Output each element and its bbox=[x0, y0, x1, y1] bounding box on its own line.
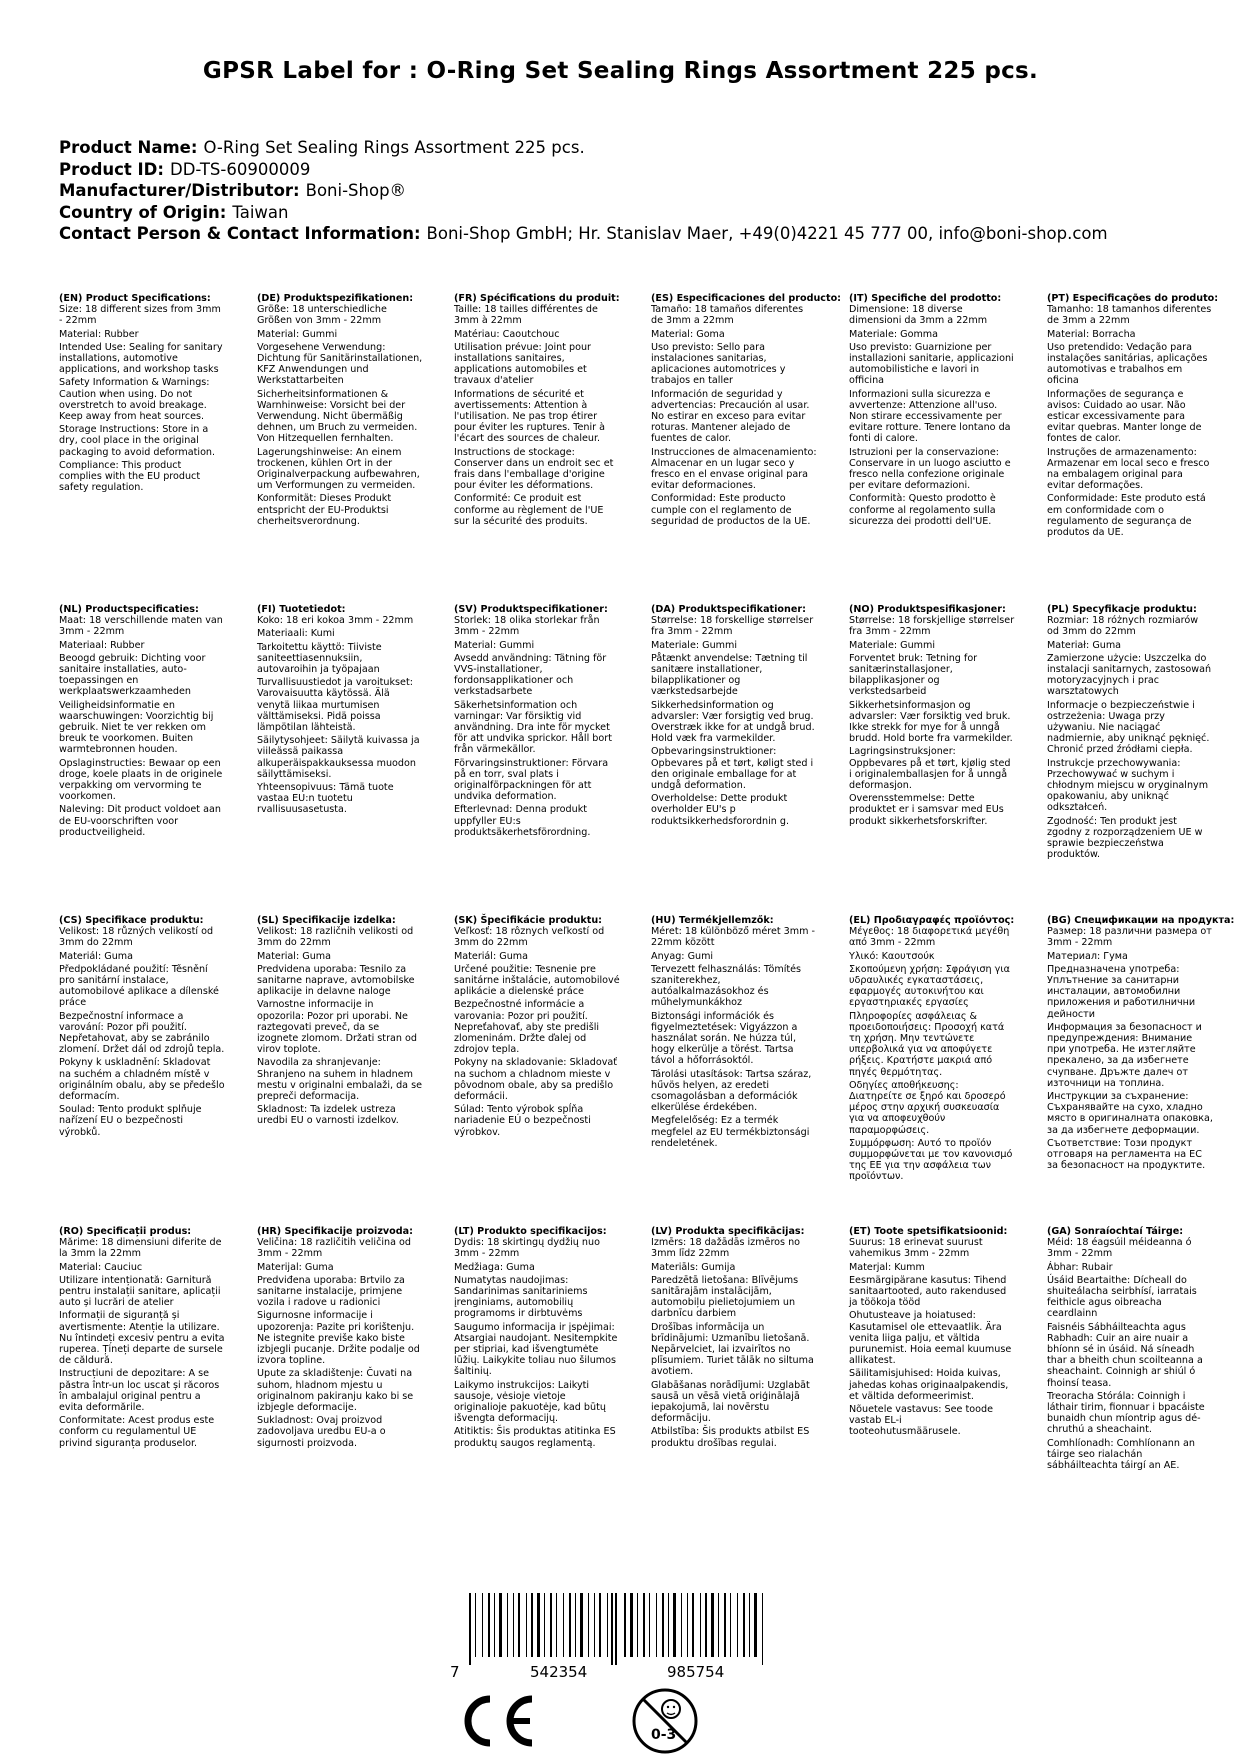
spec-block bbox=[1047, 915, 1235, 1173]
barcode-bar bbox=[643, 1593, 645, 1657]
barcode-bar bbox=[711, 1593, 714, 1657]
product-id-value: DD-TS-60900009 bbox=[169, 159, 311, 179]
spec-block-header: (SV) Produktspecifikationer: bbox=[454, 604, 608, 615]
ce-mark-icon bbox=[456, 1693, 536, 1749]
barcode-bar bbox=[556, 1593, 557, 1657]
spec-block-text: Material: Gummi bbox=[257, 328, 338, 340]
barcode-bar bbox=[668, 1593, 669, 1657]
spec-block-text: Υλικό: Καουτσούκ bbox=[849, 950, 935, 962]
spec-block-text: Materiál: Guma bbox=[59, 950, 133, 962]
country-value: Taiwan bbox=[232, 202, 289, 222]
barcode-bar bbox=[687, 1593, 688, 1657]
ean-barcode bbox=[445, 1593, 785, 1681]
spec-block bbox=[257, 604, 423, 818]
spec-block-header: (EN) Product Specifications: bbox=[59, 293, 211, 304]
spec-block-text: Intended Use: Sealing for sanitary installations, automotive applications, and workshop tasks bbox=[59, 341, 223, 376]
spec-block bbox=[59, 1226, 225, 1451]
manufacturer-label: Manufacturer/Distributor: bbox=[59, 181, 300, 200]
spec-block-text: Conformidad: Este producto cumple con el reglamento de seguridad de productos de la UE. bbox=[651, 493, 811, 527]
spec-block-text: Medžiaga: Guma bbox=[454, 1261, 535, 1273]
spec-block-text: Skladnost: Ta izdelek ustreza uredbi EU o varnosti izdelkov. bbox=[257, 1104, 399, 1127]
spec-block-text: Opslaginstructies: Bewaar op een droge, koele plaats in de originele verpakking om vervorming te voorkomen. bbox=[59, 757, 223, 803]
spec-block-text: Úsáid Beartaithe: Dícheall do shuiteálacha seirbhísí, iarratais feithicle agus oibreacha ceardlainn bbox=[1047, 1274, 1197, 1320]
barcode-bar bbox=[692, 1593, 694, 1657]
spec-block-header: (CS) Specifikace produktu: bbox=[59, 915, 204, 926]
spec-block-text: Sikkerhedsinformation og advarsler: Vær forsigtig ved brug. Overstræk ikke for at undgå brud. Hold væk fra varmekilder. bbox=[651, 699, 815, 745]
spec-block-text: Säilitamisjuhised: Hoida kuivas, jahedas kohas originaalpakendis, et vältida deformeerimist. bbox=[849, 1368, 1009, 1402]
spec-block-header: (DA) Produktspecifikationer: bbox=[651, 604, 806, 615]
spec-block-text: Sukladnost: Ovaj proizvod zadovoljava uredbu EU-a o sigurnosti proizvoda. bbox=[257, 1415, 386, 1449]
page-title: GPSR Label for : O-Ring Set Sealing Rings Assortment 225 pcs. bbox=[202, 58, 1039, 84]
spec-block-text: Vorgesehene Verwendung: Dichtung für Sanitärinstallationen, KFZ Anwendungen und Werkstattarbeiten bbox=[257, 341, 423, 387]
spec-block bbox=[257, 1226, 423, 1451]
spec-block-text: Beoogd gebruik: Dichting voor sanitaire installaties, auto- toepassingen en werkplaatswerkzaamheden bbox=[59, 652, 206, 698]
spec-block-text: Upute za skladištenje: Čuvati na suhom, hladnom mjestu u originalnom pakiranju kako bi se izbjegle deformacije. bbox=[257, 1368, 414, 1414]
spec-block-text: Tamaño: 18 tamaños diferentes de 3mm a 22mm bbox=[651, 304, 804, 327]
spec-block-text: Eesmärgipärane kasutus: Tihend sanitaartooted, auto rakendused ja töökoja tööd bbox=[849, 1274, 1007, 1309]
spec-block-header: (RO) Specificații produs: bbox=[59, 1226, 192, 1237]
spec-block bbox=[651, 293, 842, 529]
spec-block-text: Veličina: 18 različitih veličina od 3mm - 22mm bbox=[257, 1237, 411, 1260]
barcode-bar bbox=[624, 1593, 626, 1657]
barcode-bar bbox=[526, 1593, 527, 1657]
spec-block bbox=[849, 915, 1015, 1185]
spec-block-header: (GA) Sonraíochtaí Táirge: bbox=[1047, 1226, 1184, 1237]
spec-block-text: Информация за безопасност и предупреждения: Внимание при употреба. Не изтегляйте прекалено, за да избегнете счупване. Дръжте далеч от източници на топлина. bbox=[1047, 1021, 1202, 1089]
barcode-bar bbox=[705, 1593, 707, 1657]
spec-block-text: Informations de sécurité et avertissements: Attention à l'utilisation. Ne pas trop étirer pour éviter les ruptures. Tenir à l'écart des sources de chaleur. bbox=[454, 388, 605, 445]
spec-block bbox=[1047, 293, 1219, 540]
spec-block-text: Materiaali: Kumi bbox=[257, 628, 335, 640]
barcode-digit-first: 7 bbox=[450, 1663, 460, 1681]
spec-block-text: Méret: 18 különböző méret 3mm - 22mm között bbox=[651, 926, 815, 949]
spec-block-text: Instrucciones de almacenamiento: Almacenar en un lugar seco y fresco en el envase original para evitar deformaciones. bbox=[651, 446, 817, 492]
barcode-bar bbox=[762, 1593, 763, 1665]
spec-block-text: Ábhar: Rubair bbox=[1047, 1261, 1113, 1273]
spec-block-text: Tarkoitettu käyttö: Tiiviste saniteettiasennuksiin, autovaroihin ja työpajaan bbox=[257, 641, 382, 676]
barcode-bar bbox=[743, 1593, 745, 1657]
barcode-bar bbox=[550, 1593, 552, 1657]
barcode-bar bbox=[700, 1593, 701, 1657]
spec-block bbox=[849, 293, 1015, 529]
spec-block-text: Informacje o bezpieczeństwie i ostrzeżenia: Uwaga przy używaniu. Nie naciągać nadmiernie, aby uniknąć pęknięć. Chronić przed źródłami ciepła. bbox=[1047, 699, 1210, 756]
spec-block-text: Glabāšanas norādījumi: Uzglabāt sausā un vēsā vietā oriģinālajā iepakojumā, lai novērstu deformāciju. bbox=[651, 1379, 810, 1425]
spec-block-text: Utilisation prévue: Joint pour installations sanitaires, applications automobiles et travaux d'atelier bbox=[454, 341, 591, 387]
spec-block-header: (PT) Especificações do produto: bbox=[1047, 293, 1219, 304]
spec-block bbox=[454, 1226, 620, 1451]
spec-block-text: Πληροφορίες ασφάλειας & προειδοποιήσεις: Προσοχή κατά τη χρήση. Μην τεντώνετε υπερβολικά για να αποφύγετε ρήξεις. Κρατήστε μακριά από πηγές θερμότητας. bbox=[849, 1010, 1005, 1078]
barcode-bar bbox=[681, 1593, 682, 1657]
barcode-bar bbox=[607, 1593, 608, 1657]
spec-block-text: Storlek: 18 olika storlekar från 3mm - 22mm bbox=[454, 615, 600, 638]
spec-block-text: Materiāls: Gumija bbox=[651, 1261, 736, 1273]
spec-block-text: Säkerhetsinformation och varningar: Var försiktig vid användning. Dra inte för mycket för att undvika sprickor. Håll bort från värmekällor. bbox=[454, 699, 612, 756]
barcode-bar bbox=[724, 1593, 726, 1657]
spec-block bbox=[454, 604, 620, 840]
spec-block-text: Bezpečnostní informace a varování: Pozor při použití. Nepřetahovat, aby se zabránilo zlomení. Držet dál od zdrojů tepla. bbox=[59, 1010, 225, 1056]
spec-block bbox=[651, 1226, 817, 1451]
spec-block-text: Koko: 18 eri kokoa 3mm - 22mm bbox=[257, 615, 414, 627]
spec-block-text: Istruzioni per la conservazione: Conservare in un luogo asciutto e fresco nella confezione originale per evitare deformazioni. bbox=[849, 446, 1011, 492]
spec-block-text: Размер: 18 различни размера от 3mm - 22mm bbox=[1047, 926, 1212, 949]
spec-block-text: Οδηγίες αποθήκευσης: Διατηρείτε σε ξηρό και δροσερό μέρος στην αρχική συσκευασία για να αποφευχθούν παραμορφώσεις. bbox=[849, 1079, 1006, 1136]
spec-block-text: Varnostne informacije in opozorila: Pozor pri uporabi. Ne raztegovati preveč, da se izognete zlomom. Držati stran od virov toplote. bbox=[257, 999, 417, 1056]
barcode-bar bbox=[718, 1593, 719, 1657]
spec-block-header: (HU) Termékjellemzők: bbox=[651, 915, 774, 926]
spec-block bbox=[454, 915, 620, 1140]
spec-block-text: Compliance: This product complies with the EU product safety regulation. bbox=[59, 459, 201, 494]
spec-block-text: Conformità: Questo prodotto è conforme al regolamento sulla sicurezza dei prodotti dell'UE. bbox=[849, 493, 996, 527]
spec-block-text: Určené použitie: Tesnenie pre sanitárne inštalácie, automobilové aplikácie a dielenské práce bbox=[454, 963, 620, 998]
spec-block-text: Größe: 18 unterschiedliche Größen von 3mm - 22mm bbox=[257, 304, 387, 327]
barcode-bar bbox=[749, 1593, 750, 1657]
spec-block-text: Súlad: Tento výrobok spĺňa nariadenie EÚ o bezpečnosti výrobkov. bbox=[454, 1104, 591, 1138]
product-name-label: Product Name: bbox=[59, 138, 198, 157]
spec-block-text: Instruções de armazenamento: Armazenar em local seco e fresco na embalagem original para evitar deformações. bbox=[1047, 446, 1210, 492]
spec-block-text: Predvidena uporaba: Tesnilo za sanitarne naprave, avtomobilske aplikacije in delavne naloge bbox=[257, 963, 415, 998]
spec-block-text: Lagerungshinweise: An einem trockenen, kühlen Ort in der Originalverpackung aufbewahren, um Verformungen zu vermeiden. bbox=[257, 446, 420, 492]
spec-block bbox=[651, 915, 817, 1151]
spec-block-text: Turvallisuustiedot ja varoitukset: Varovaisuutta käytössä. Älä venytä liikaa murtumisen välttämiseksi. Pidä poissa lämpötilan lähteistä. bbox=[257, 677, 413, 734]
spec-block-text: Material: Cauciuc bbox=[59, 1261, 143, 1273]
spec-block-text: Suurus: 18 erinevat suurust vahemikus 3mm - 22mm bbox=[849, 1237, 983, 1260]
spec-block-header: (FR) Spécifications du produit: bbox=[454, 293, 620, 304]
spec-block-text: Størrelse: 18 forskjellige størrelser fra 3mm - 22mm bbox=[849, 615, 1015, 638]
spec-block-text: Sicherheitsinformationen & Warnhinweise: Vorsicht bei der Verwendung. Nicht übermäßig dehnen, um Bruch zu vermeiden. Von Hitzequellen fernhalten. bbox=[257, 388, 418, 445]
product-id-label: Product ID: bbox=[59, 159, 164, 179]
spec-block-header: (FI) Tuotetiedot: bbox=[257, 604, 346, 615]
spec-block-text: Předpokládané použití: Těsnění pro sanitární instalace, automobilové aplikace a dílenské práce bbox=[59, 963, 219, 1009]
barcode-bar bbox=[580, 1593, 583, 1657]
manufacturer-row bbox=[59, 180, 1108, 202]
barcode-bar bbox=[588, 1593, 589, 1657]
spec-block-text: Materijal: Guma bbox=[257, 1261, 334, 1273]
spec-block-text: Informazioni sulla sicurezza e avvertenze: Attenzione all'uso. Non stirare eccessivamente per evitare rotture. Tenere lontano da fonti di calore. bbox=[849, 388, 1011, 445]
spec-block-text: Avsedd användning: Tätning för VVS-installationer, fordonsapplikationer och verkstadsarbete bbox=[454, 652, 607, 698]
spec-block-text: Material: Borracha bbox=[1047, 328, 1136, 340]
spec-block-text: Материал: Гума bbox=[1047, 950, 1128, 962]
spec-block-text: Sigurnosne informacije i upozorenja: Pazite pri korištenju. Ne istegnite previše kako biste izbjegli pucanje. Držite podalje od izvora topline. bbox=[257, 1310, 420, 1367]
barcode-bar bbox=[544, 1593, 545, 1657]
spec-block-text: Σκοπούμενη χρήση: Σφράγιση για υδραυλικές εγκαταστάσεις, εφαρμογές αυτοκινήτου και εργαστηριακές εργασίες bbox=[849, 963, 1010, 1009]
spec-block bbox=[1047, 604, 1213, 862]
spec-block-header: (LV) Produkta specifikācijas: bbox=[651, 1226, 805, 1237]
spec-block-text: Informații de siguranță și avertismente: Atenție la utilizare. Nu întindeți excesiv pentru a evita ruperea. Țineți departe de sursele de căldură. bbox=[59, 1310, 225, 1367]
contact-value: Boni-Shop GmbH; Hr. Stanislav Maer, +49(0)4221 45 777 00, info@boni-shop.com bbox=[426, 224, 1108, 243]
spec-block-text: Biztonsági információk és figyelmeztetések: Vigyázzon a használat során. Ne húzza túl, hogy elkerülje a törést. Tartsa távol a hőforrásoktól. bbox=[651, 1010, 798, 1067]
spec-block bbox=[849, 1226, 1015, 1440]
barcode-bar bbox=[599, 1593, 601, 1657]
barcode-bar bbox=[507, 1593, 508, 1657]
spec-block-header: (ET) Toote spetsifikatsioonid: bbox=[849, 1226, 1008, 1237]
barcode-bar bbox=[531, 1593, 533, 1657]
spec-block-text: Overensstemmelse: Dette produktet er i samsvar med EUs produkt sikkerhetsforskrifter. bbox=[849, 793, 1004, 827]
barcode-bar bbox=[630, 1593, 633, 1657]
spec-block-text: Zamierzone użycie: Uszczelka do instalacji sanitarnych, zastosowań motoryzacyjnych i prac warsztatowych bbox=[1047, 652, 1212, 698]
spec-block-text: Saugumo informacija ir įspėjimai: Atsargiai naudojant. Nesitempkite per stipriai, kad išvengtumėte lūžių. Laikykite toliau nuo šilumos šaltinių. bbox=[454, 1321, 618, 1378]
spec-block-header: (NO) Produktspesifikasjoner: bbox=[849, 604, 1006, 615]
spec-block-text: Forventet bruk: Tetning for sanitærinstallasjoner, bilapplikasjoner og verkstedsarbeid bbox=[849, 652, 978, 698]
barcode-bar bbox=[656, 1593, 657, 1657]
spec-block-text: Materjal: Kumm bbox=[849, 1261, 925, 1273]
spec-block bbox=[59, 915, 225, 1140]
contact-label: Contact Person & Contact Information: bbox=[59, 224, 421, 243]
spec-block-text: Konformität: Dieses Produkt entspricht der EU-Produktsi cherheitsverordnung. bbox=[257, 493, 392, 527]
spec-block-text: Treoracha Stórála: Coinnigh i láthair tirim, fionnuar i bpacáiste bunaidh chun míontrip agus dé- chruthú a sheachaint. bbox=[1047, 1390, 1205, 1436]
spec-block-text: Atbilstība: Šis produkts atbilst ES produktu drošības regulai. bbox=[651, 1426, 810, 1449]
spec-block-text: Uso previsto: Sello para instalaciones sanitarias, aplicaciones automotrices y trabajos en taller bbox=[651, 341, 786, 387]
spec-block-text: Drošības informācija un brīdinājumi: Uzmanību lietošanā. Nepārvelciet, lai izvairītos no plīsumiem. Turiet tālāk no siltuma avotiem. bbox=[651, 1321, 814, 1378]
product-name-value: O-Ring Set Sealing Rings Assortment 225 pcs. bbox=[203, 138, 585, 157]
barcode-digits-left: 542354 bbox=[530, 1663, 588, 1681]
spec-block-header: (LT) Produkto specifikacijos: bbox=[454, 1226, 607, 1237]
spec-block-text: Størrelse: 18 forskellige størrelser fra 3mm - 22mm bbox=[651, 615, 814, 638]
barcode-bar bbox=[730, 1593, 731, 1657]
spec-block-text: Material: Rubber bbox=[59, 328, 139, 340]
spec-block-text: Matériau: Caoutchouc bbox=[454, 328, 560, 340]
spec-block-text: Megfelelőség: Ez a termék megfelel az EU termékbiztonsági rendeletének. bbox=[651, 1115, 810, 1149]
spec-block-text: Izmērs: 18 dažādās izmēros no 3mm līdz 22mm bbox=[651, 1237, 801, 1260]
spec-block-text: Mărime: 18 dimensiuni diferite de la 3mm la 22mm bbox=[59, 1237, 222, 1260]
country-label: Country of Origin: bbox=[59, 202, 227, 222]
spec-block bbox=[257, 915, 423, 1129]
spec-block-text: Veľkosť: 18 rôznych veľkostí od 3mm do 22mm bbox=[454, 926, 605, 949]
spec-block-text: Información de seguridad y advertencias: Precaución al usar. No estirar en exceso para evitar roturas. Mantener alejado de fuentes de calor. bbox=[651, 388, 810, 445]
spec-block bbox=[59, 604, 225, 840]
spec-block-text: Bezpečnostné informácie a varovania: Pozor pri použití. Nepreťahovať, aby ste predišli zlomeninám. Držte ďalej od zdrojov tepla. bbox=[454, 999, 600, 1056]
country-row bbox=[59, 202, 1108, 224]
spec-block-text: Zgodność: Ten produkt jest zgodny z rozporządzeniem UE w sprawie bezpieczeństwa produktów. bbox=[1047, 815, 1203, 861]
spec-block-text: Lagringsinstruksjoner: Oppbevares på et tørt, kjølig sted i originalemballasjen for å unngå deformasjon. bbox=[849, 746, 1011, 792]
spec-block-header: (DE) Produktspezifikationen: bbox=[257, 293, 414, 304]
spec-block-text: Taille: 18 tailles différentes de 3mm à 22mm bbox=[454, 304, 598, 327]
spec-block-text: Ohutusteave ja hoiatused: Kasutamisel ole ettevaatlik. Ära venita liiga palju, et vältida purunemist. Hoia eemal kuumuse allikatest. bbox=[849, 1310, 1012, 1367]
spec-block-text: Storage Instructions: Store in a dry, cool place in the original packaging to avoid deformation. bbox=[59, 424, 216, 458]
spec-block-text: Tárolási utasítások: Tartsa száraz, hűvös helyen, az eredeti csomagolásban a deformációk elkerülése érdekében. bbox=[651, 1068, 812, 1114]
spec-block-text: Size: 18 different sizes from 3mm - 22mm bbox=[59, 304, 221, 327]
spec-block-text: Veiligheidsinformatie en waarschuwingen: Voorzichtig bij gebruik. Niet te ver rekken om breuk te voorkomen. Buiten warmtebronnen houden. bbox=[59, 699, 214, 756]
spec-block-text: Förvaringsinstruktioner: Förvara på en torr, sval plats i originalförpackningen för att undvika deformation. bbox=[454, 757, 609, 803]
spec-block-text: Utilizare intenționată: Garnitură pentru instalații sanitare, aplicații auto și lucrări de atelier bbox=[59, 1274, 221, 1309]
spec-block-header: (SL) Specifikacije izdelka: bbox=[257, 915, 396, 926]
spec-block bbox=[651, 604, 817, 829]
spec-block-text: Opbevaringsinstruktioner: Opbevares på et tørt, køligt sted i den originale emballage for at undgå deformation. bbox=[651, 746, 814, 792]
barcode-bar bbox=[594, 1593, 595, 1657]
spec-block-text: Instructions de stockage: Conserver dans un endroit sec et frais dans l'emballage d'origine pour éviter les déformations. bbox=[454, 446, 614, 492]
spec-block-text: Comhlíonadh: Comhlíonann an táirge seo rialachán sábháilteachta táirgí an AE. bbox=[1047, 1437, 1195, 1472]
spec-block-text: Μέγεθος: 18 διαφορετικά μεγέθη από 3mm - 22mm bbox=[849, 926, 1010, 949]
barcode-bar bbox=[499, 1593, 502, 1657]
spec-block-text: Conformité: Ce produit est conforme au règlement de l'UE sur la sécurité des produits. bbox=[454, 493, 604, 527]
spec-block-header: (BG) Спецификации на продукта: bbox=[1047, 915, 1235, 926]
barcode-bar bbox=[754, 1593, 757, 1657]
spec-block-text: Méid: 18 éagsúil méideanna ó 3mm - 22mm bbox=[1047, 1237, 1192, 1260]
spec-block-text: Laikymo instrukcijos: Laikyti sausoje, vėsioje vietoje originalioje pakuotėje, kad būtų išvengta deformacijų. bbox=[454, 1379, 606, 1425]
barcode-bar bbox=[615, 1593, 617, 1665]
barcode-bar bbox=[569, 1593, 571, 1657]
spec-block-text: Velikost: 18 različnih velikosti od 3mm do 22mm bbox=[257, 926, 414, 949]
spec-block-text: Maat: 18 verschillende maten van 3mm - 22mm bbox=[59, 615, 223, 638]
manufacturer-value: Boni-Shop® bbox=[305, 181, 407, 200]
spec-block-text: Uso previsto: Guarnizione per installazioni sanitarie, applicazioni automobilistiche e lavori in officina bbox=[849, 341, 1014, 387]
barcode-bar bbox=[563, 1593, 564, 1657]
barcode-bar bbox=[488, 1593, 490, 1657]
spec-block-text: Pokyny na skladovanie: Skladovať na suchom a chladnom mieste v pôvodnom obale, aby sa predišlo deformácii. bbox=[454, 1057, 618, 1103]
spec-block-text: Safety Information & Warnings: Caution when using. Do not overstretch to avoid breakage. Keep away from heat sources. bbox=[59, 377, 210, 423]
spec-block-header: (HR) Specifikacije proizvoda: bbox=[257, 1226, 413, 1237]
spec-block-text: Dydis: 18 skirtingų dydžių nuo 3mm - 22mm bbox=[454, 1237, 600, 1260]
spec-block-header: (ES) Especificaciones del producto: bbox=[651, 293, 842, 304]
spec-block-text: Säilytysohjeet: Säilytä kuivassa ja viileässä paikassa alkuperäispakkauksessa muodon säilyttämiseksi. bbox=[257, 735, 420, 780]
spec-block-text: Material: Guma bbox=[257, 950, 331, 962]
barcode-bar bbox=[469, 1593, 471, 1665]
spec-block-text: Materiał: Guma bbox=[1047, 639, 1122, 651]
spec-block-text: Materiale: Gummi bbox=[651, 639, 738, 651]
barcode-bar bbox=[575, 1593, 576, 1657]
spec-block-text: Atitiktis: Šis produktas atitinka ES produktų saugos reglamentą. bbox=[454, 1426, 616, 1449]
spec-block-text: Dimensione: 18 diverse dimensioni da 3mm a 22mm bbox=[849, 304, 988, 327]
spec-block-text: Naleving: Dit product voldoet aan de EU-voorschriften voor productveiligheid. bbox=[59, 804, 221, 838]
barcode-bar bbox=[662, 1593, 664, 1657]
spec-block-text: Navodila za shranjevanje: Shranjeno na suhem in hladnem mestu v originalni embalaži, da se prepreči deformacija. bbox=[257, 1057, 423, 1103]
spec-block bbox=[849, 604, 1015, 829]
spec-block-text: Uso pretendido: Vedação para instalações sanitárias, aplicações automotivas e trabalhos em oficina bbox=[1047, 341, 1208, 387]
barcode-digits-right: 985754 bbox=[667, 1663, 725, 1681]
spec-block-text: Predviđena uporaba: Brtvilo za sanitarne instalacije, primjene vozila i radove u radionici bbox=[257, 1274, 405, 1309]
spec-block-text: Informações de segurança e avisos: Cuidado ao usar. Não esticar excessivamente para evitar quebras. Manter longe de fontes de calor. bbox=[1047, 388, 1202, 445]
barcode-bar bbox=[611, 1593, 613, 1665]
spec-block-text: Paredzētā lietošana: Blīvējums sanitārajām instalācijām, automobiļu pielietojumiem un darbnīcu darbiem bbox=[651, 1274, 799, 1320]
product-info bbox=[59, 137, 1108, 245]
spec-block-text: Rozmiar: 18 różnych rozmiarów od 3mm do 22mm bbox=[1047, 615, 1199, 638]
spec-block-text: Materiale: Gummi bbox=[849, 639, 936, 651]
barcode-bar bbox=[649, 1593, 650, 1657]
spec-block-text: Material: Goma bbox=[651, 328, 725, 340]
spec-block-text: Yhteensopivuus: Tämä tuote vastaa EU:n tuotetu rvallisuusasetusta. bbox=[257, 782, 394, 816]
spec-block-header: (IT) Specifiche del prodotto: bbox=[849, 293, 1002, 304]
spec-block-text: Materiál: Guma bbox=[454, 950, 528, 962]
spec-block-text: Numatytas naudojimas: Sandarinimas sanitariniems įrenginiams, automobilių programoms ir dirbtuvėms bbox=[454, 1274, 588, 1320]
barcode-bar bbox=[537, 1593, 540, 1657]
spec-block-text: Materiaal: Rubber bbox=[59, 639, 145, 651]
spec-block-text: Nõuetele vastavus: See toode vastab EL-i tooteohutusmäärusele. bbox=[849, 1404, 993, 1438]
spec-block-text: Instrucțiuni de depozitare: A se păstra într-un loc uscat și răcoros în ambalajul original pentru a evita deformările. bbox=[59, 1368, 220, 1414]
barcode-bar bbox=[475, 1593, 476, 1657]
spec-block-text: Efterlevnad: Denna produkt uppfyller EU:s produktsäkerhetsförordning. bbox=[454, 804, 591, 838]
spec-block-text: Velikost: 18 různých velikostí od 3mm do 22mm bbox=[59, 926, 214, 949]
spec-block-text: Instrukcje przechowywania: Przechowywać w suchym i chłodnym miejscu w oryginalnym opakowaniu, aby uniknąć odkształceń. bbox=[1047, 757, 1209, 814]
age-warning-text: 0-3 bbox=[651, 1727, 677, 1743]
spec-block-text: Overholdelse: Dette produkt overholder EU's p roduktsikkerhedsforordnin g. bbox=[651, 793, 790, 827]
barcode-bar bbox=[737, 1593, 738, 1657]
spec-block-header: (EL) Προδιαγραφές προϊόντος: bbox=[849, 915, 1015, 926]
spec-block bbox=[257, 293, 423, 529]
barcode-bar bbox=[518, 1593, 520, 1657]
spec-block-text: Conformitate: Acest produs este conform cu regulamentul UE privind siguranța produselor. bbox=[59, 1415, 215, 1449]
spec-block-text: Conformidade: Este produto está em conformidade com o regulamento de segurança de produtos da UE. bbox=[1047, 493, 1206, 539]
spec-block-text: Συμμόρφωση: Αυτό το προϊόν συμμορφώνεται με τον κανονισμό της ΕΕ για την ασφάλεια των προϊόντων. bbox=[849, 1137, 1013, 1183]
contact-row bbox=[59, 223, 1108, 245]
barcode-bars bbox=[469, 1593, 763, 1665]
spec-block-text: Tervezett felhasználás: Tömítés szaniterekhez, autóalkalmazásokhoz és műhelymunkákhoz bbox=[651, 963, 802, 1009]
spec-block-text: Sikkerhetsinformasjon og advarsler: Vær forsiktig ved bruk. Ikke strekk for mye for å unngå brudd. Hold borte fra varmekilder. bbox=[849, 699, 1013, 745]
spec-block-text: Materiale: Gomma bbox=[849, 328, 939, 340]
spec-block-text: Påtænkt anvendelse: Tætning til sanitære installationer, bilapplikationer og værkstedsarbejde bbox=[651, 652, 808, 698]
barcode-bar bbox=[513, 1593, 514, 1657]
spec-block-text: Soulad: Tento produkt splňuje nařízení EU o bezpečnosti výrobků. bbox=[59, 1104, 202, 1138]
spec-block-text: Anyag: Gumi bbox=[651, 950, 714, 962]
spec-block-text: Съответствие: Този продукт отговаря на регламента на ЕС за безопасност на продуктите. bbox=[1047, 1137, 1206, 1172]
spec-block-text: Инструкции за съхранение: Съхранявайте на сухо, хладно място в оригиналната опаковка, за да избегнете деформации. bbox=[1047, 1091, 1213, 1136]
spec-block-text: Material: Gummi bbox=[454, 639, 535, 651]
barcode-bar bbox=[673, 1593, 676, 1657]
spec-block-text: Tamanho: 18 tamanhos diferentes de 3mm a 22mm bbox=[1047, 304, 1212, 327]
spec-block-header: (NL) Productspecificaties: bbox=[59, 604, 199, 615]
spec-block-header: (PL) Specyfikacje produktu: bbox=[1047, 604, 1197, 615]
product-id-row bbox=[59, 159, 1108, 181]
spec-block bbox=[59, 293, 225, 495]
barcode-bar bbox=[482, 1593, 483, 1657]
product-name-row bbox=[59, 137, 1108, 159]
barcode-bar bbox=[637, 1593, 638, 1657]
spec-block-text: Предназначена употреба: Уплътнение за санитарни инсталации, автомобилни приложения и работилнични дейности bbox=[1047, 963, 1196, 1020]
spec-block-text: Pokyny k uskladnění: Skladovat na suchém a chladném místě v originálním obalu, aby se předešlo deformacím. bbox=[59, 1057, 225, 1103]
spec-block bbox=[454, 293, 620, 529]
spec-block-header: (SK) Špecifikácie produktu: bbox=[454, 915, 603, 926]
spec-block-text: Faisnéis Sábháilteachta agus Rabhadh: Cuir an aire nuair a bhíonn sé in úsáid. Ná síneadh thar a bheith chun scoilteanna a sheachaint. Coinnigh ar shiúl ó fhoinsí teasa. bbox=[1047, 1321, 1203, 1389]
spec-block bbox=[1047, 1226, 1213, 1473]
barcode-bar bbox=[494, 1593, 495, 1657]
not-for-children-0-3-icon bbox=[631, 1687, 699, 1755]
